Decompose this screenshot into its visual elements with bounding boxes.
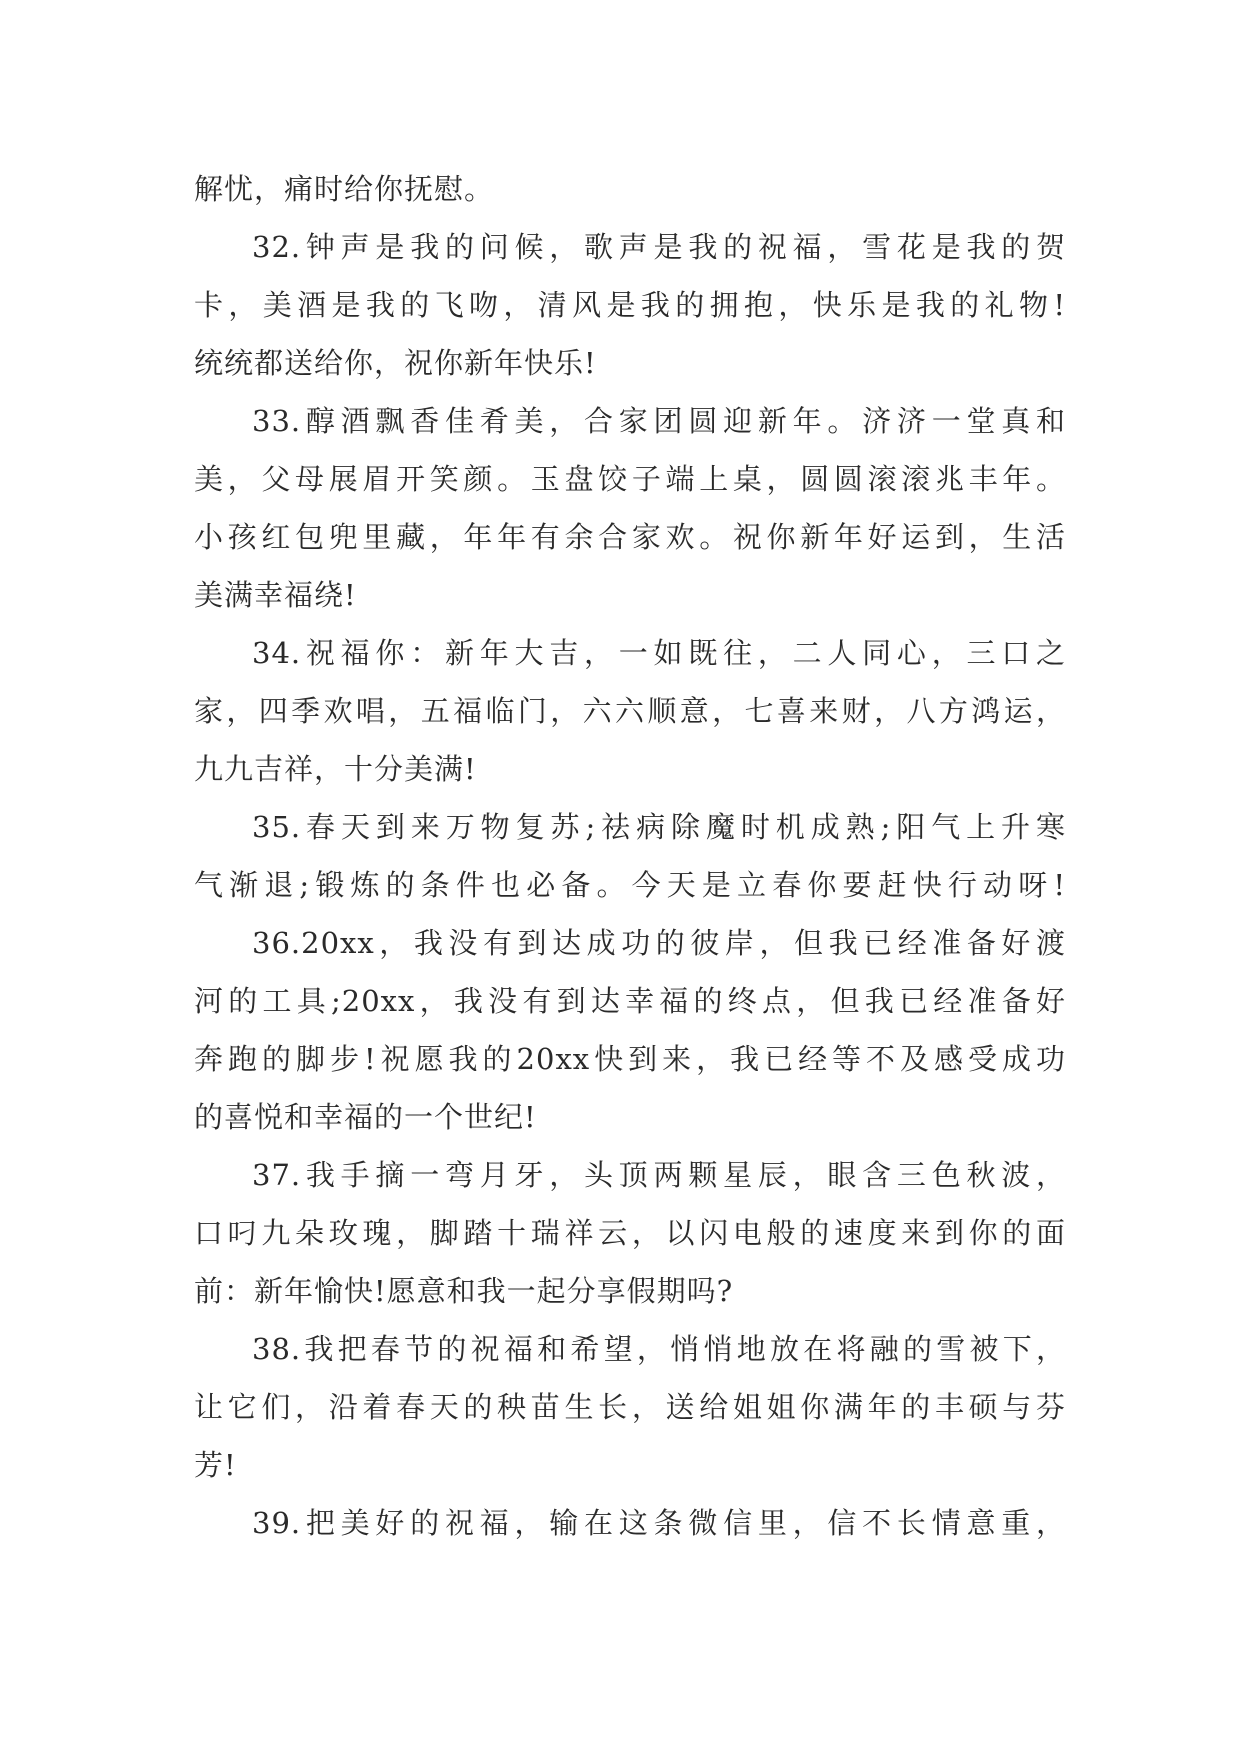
text-line: 38.我把春节的祝福和希望，悄悄地放在将融的雪被下， [252, 1332, 1066, 1366]
text-line: 统统都送给你，祝你新年快乐! [194, 346, 597, 380]
paragraph-36 [194, 914, 1066, 1146]
document-body [194, 160, 1066, 1552]
text-line: 芳! [194, 1448, 237, 1482]
paragraph-39 [194, 1494, 1066, 1552]
text-line: 奔跑的脚步!祝愿我的20xx快到来，我已经等不及感受成功 [194, 1042, 1066, 1076]
paragraph-35 [194, 798, 1066, 914]
paragraph-34 [194, 624, 1066, 798]
paragraph-37 [194, 1146, 1066, 1320]
text-line: 34.祝福你：新年大吉，一如既往，二人同心，三口之 [252, 636, 1066, 670]
text-line: 37.我手摘一弯月牙，头顶两颗星辰，眼含三色秋波， [252, 1158, 1066, 1192]
text-line: 让它们，沿着春天的秧苗生长，送给姐姐你满年的丰硕与芬 [194, 1390, 1066, 1424]
text-line: 家，四季欢唱，五福临门，六六顺意，七喜来财，八方鸿运， [194, 694, 1066, 728]
paragraph-38 [194, 1320, 1066, 1494]
text-line: 36.20xx，我没有到达成功的彼岸，但我已经准备好渡 [252, 926, 1066, 960]
paragraph-33 [194, 392, 1066, 624]
text-line: 解忧，痛时给你抚慰。 [194, 172, 495, 206]
text-line: 的喜悦和幸福的一个世纪! [194, 1100, 537, 1134]
text-line: 美满幸福绕! [194, 578, 357, 612]
text-line: 口叼九朵玫瑰，脚踏十瑞祥云，以闪电般的速度来到你的面 [194, 1216, 1066, 1250]
text-line: 卡，美酒是我的飞吻，清风是我的拥抱，快乐是我的礼物! [194, 288, 1066, 322]
paragraph [194, 160, 1066, 218]
text-line: 河的工具;20xx，我没有到达幸福的终点，但我已经准备好 [194, 984, 1066, 1018]
text-line: 35.春天到来万物复苏;祛病除魔时机成熟;阳气上升寒 [252, 810, 1066, 844]
text-line: 前：新年愉快!愿意和我一起分享假期吗? [194, 1274, 734, 1308]
text-line: 小孩红包兜里藏，年年有余合家欢。祝你新年好运到，生活 [194, 520, 1066, 554]
text-line: 气渐退;锻炼的条件也必备。今天是立春你要赶快行动呀! [194, 868, 1066, 902]
text-line: 33.醇酒飘香佳肴美，合家团圆迎新年。济济一堂真和 [252, 404, 1066, 438]
text-line: 九九吉祥，十分美满! [194, 752, 477, 786]
text-line: 39.把美好的祝福，输在这条微信里，信不长情意重， [252, 1506, 1066, 1540]
text-line: 美，父母展眉开笑颜。玉盘饺子端上桌，圆圆滚滚兆丰年。 [194, 462, 1066, 496]
text-line: 32.钟声是我的问候，歌声是我的祝福，雪花是我的贺 [252, 230, 1066, 264]
paragraph-32 [194, 218, 1066, 392]
